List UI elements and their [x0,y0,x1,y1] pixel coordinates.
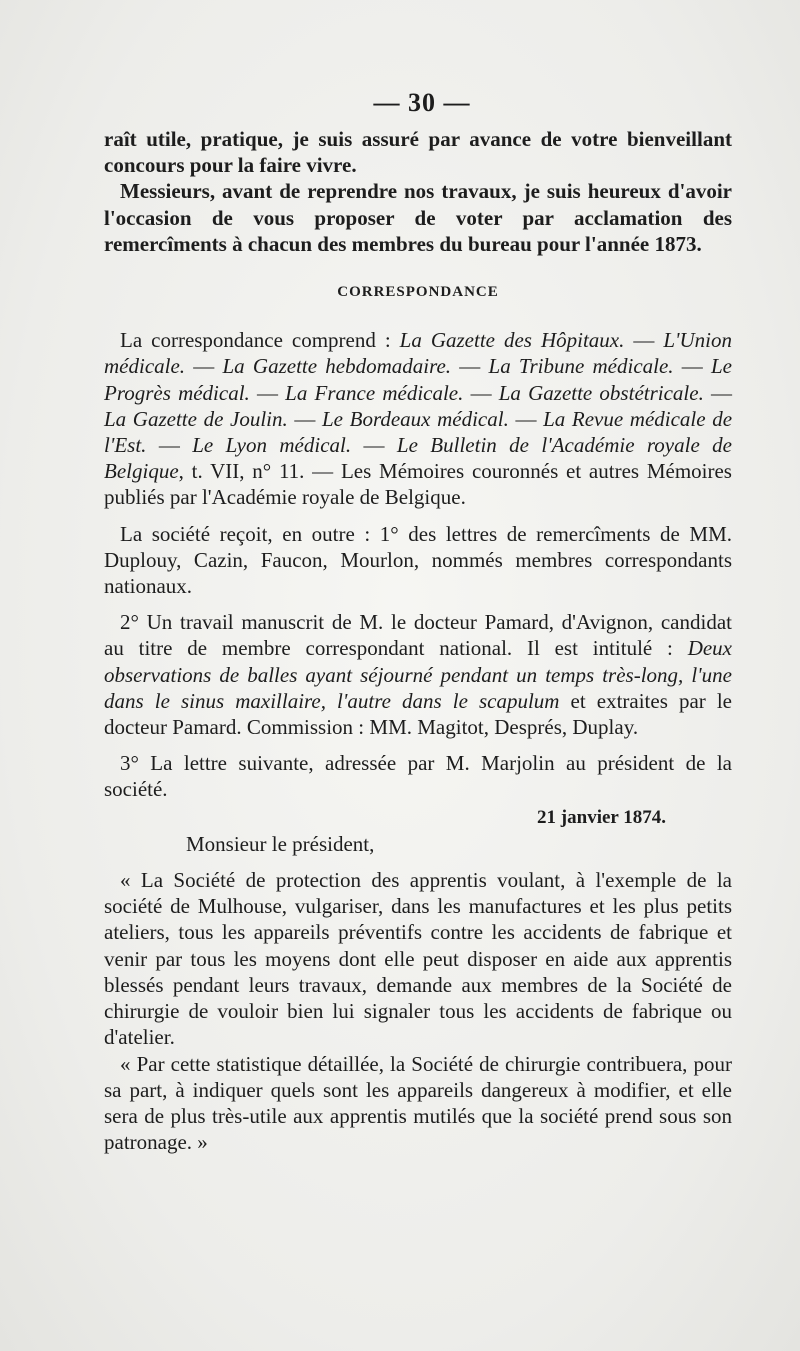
journal-title: Le Bordeaux médical. [322,406,509,431]
letter-salutation: Monsieur le président, [186,831,375,856]
journal-title: La Gazette obstétricale. [498,380,704,405]
letter-date: 21 janvier 1874. [537,806,666,828]
paragraph-letters: La société reçoit, en outre : 1° des lettres de remercîments de MM. Duplouy, Cazin, Faucon, Mourlon, nommés membres correspondants nationaux. [104,521,732,599]
journal-title: La France médicale. [285,380,464,405]
journal-volume: , t. VII, n° 11. [178,459,305,484]
corr-end: — Les Mémoires couronnés et autres Mémoires publiés par l'Académie royale de Belgique. [104,459,732,510]
journal-title: La Revue médicale de l'Est. [104,406,733,458]
journal-title: La Tribune médicale. [488,354,674,379]
journal-title: Le Bulletin de l'Académie royale de Belgique [104,433,732,484]
journal-title: La Gazette de Joulin. [104,406,288,431]
journal-title: L'Union médicale. [104,328,733,379]
journal-title: Le Progrès médical. [104,354,732,405]
manuscript-title: Deux observations de balles ayant séjourné pendant un temps très-long, l'une dans le sinus maxillaire, l'autre dans le scapulum [104,636,732,713]
paragraph-thanks: Messieurs, avant de reprendre nos travaux, je suis heureux d'avoir l'occasion de vous proposer de voter par acclamation des remercîments à chacun des membres du bureau pour l'année 1873. [104,179,732,256]
paragraph-manuscript: 2° Un travail manuscrit de M. le docteur Pamard, d'Avignon, candidat au titre de membre correspondant national. Il est intitulé : Deux observations de balles ayant séjourné pendant un temps très-long, l'une dans le sinus maxillaire, l'autre dans le scapulum et extraites par le docteur Pamard. Commission : MM. Magitot, Després, Duplay. [104,610,732,740]
journal-title: Le Lyon médical. [192,433,352,458]
letter-quote-2: « Par cette statistique détaillée, la Société de chirurgie contribuera, pour sa part, à indiquer quels sont les appareils dangereux à modifier, et elle sera de plus très-utile aux apprentis mutilés que la société prend sous son patronage. » [104,1051,732,1155]
paragraph-correspondance: La correspondance comprend : La Gazette des Hôpitaux. — L'Union médicale. — La Gazette hebdomadaire. — La Tribune médicale. — Le Progrès médical. — La France médicale. — La Gazette obstétricale. — La Gazette de Joulin. — Le Bordeaux médical. — La Revue médicale de l'Est. — Le Lyon médical. — Le Bulletin de l'Académie royale de Belgique, t. VII, n° 11. — Les Mémoires couronnés et autres Mémoires publiés par l'Académie royale de Belgique. [104,328,733,510]
section-heading: CORRESPONDANCE [337,284,499,301]
journal-title: La Gazette hebdomadaire. [222,354,452,379]
paragraph-continuation: raît utile, pratique, je suis assuré par avance de votre bienveillant concours pour la faire vivre. [104,127,732,178]
paragraph-letter-intro: 3° La lettre suivante, adressée par M. Marjolin au président de la société. [104,751,732,802]
journal-title: La Gazette des Hôpitaux. [399,328,625,353]
letter-quote-1: « La Société de protection des apprentis voulant, à l'exemple de la société de Mulhouse, vulgariser, dans les manufactures et les plus petits ateliers, tous les appareils préventifs contre les accidents de fabrique et venir par tous les moyens dont elle peut disposer en aide aux apprentis blessés pendant leurs travaux, demande aux membres de la Société de chirurgie de vouloir bien lui signaler tous les accidents de fabrique ou d'atelier. [104,868,732,1050]
corr-intro: La correspondance comprend : [120,328,400,353]
page-body [104,88,732,1155]
page-number: — 30 — [373,88,471,117]
